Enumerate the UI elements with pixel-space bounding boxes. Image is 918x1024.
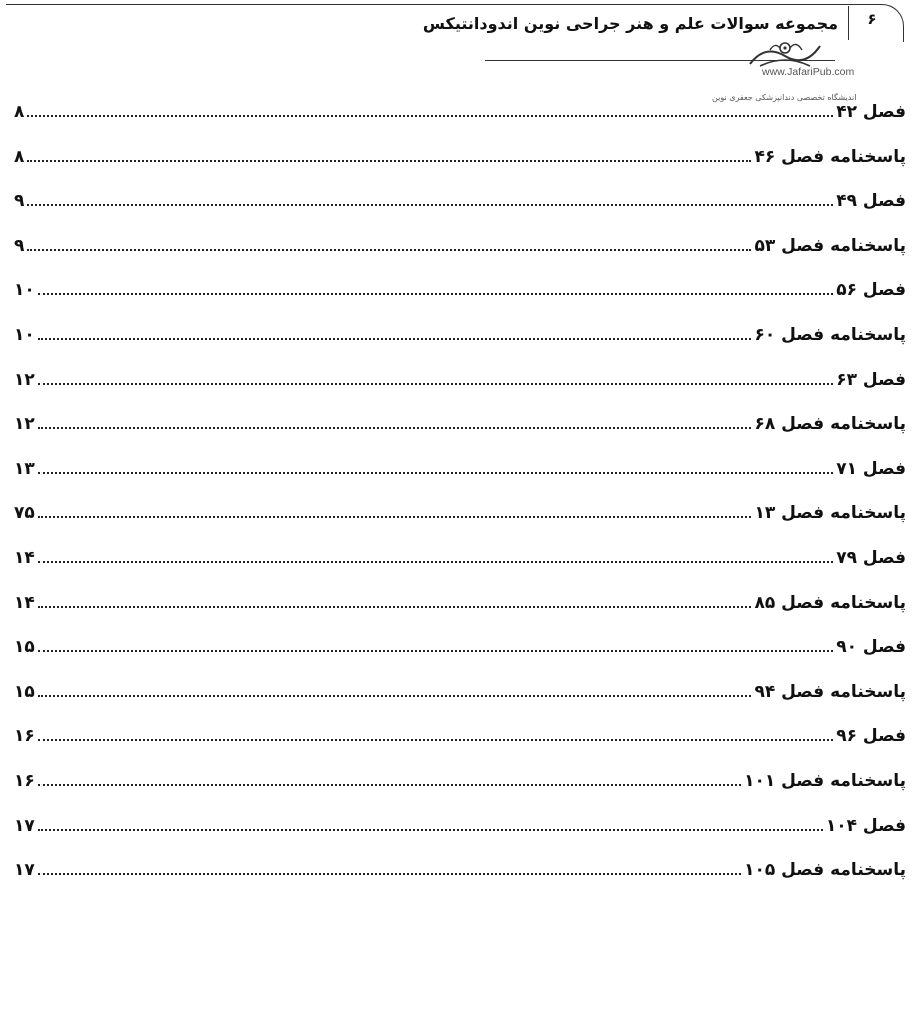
toc-entry[interactable] bbox=[0, 802, 918, 847]
table-of-contents bbox=[0, 88, 918, 891]
toc-entry-title: فصل ۶۳ bbox=[836, 369, 906, 390]
toc-entry[interactable] bbox=[0, 133, 918, 178]
toc-entry-title: پاسخنامه فصل ۱۰۱ bbox=[744, 770, 906, 791]
header-divider bbox=[848, 6, 849, 40]
toc-dot-leader bbox=[27, 204, 833, 206]
toc-entry-page: ۹ bbox=[14, 235, 25, 256]
toc-dot-leader bbox=[38, 293, 833, 295]
toc-entry-title: فصل ۱۰۴ bbox=[825, 815, 906, 836]
toc-entry[interactable] bbox=[0, 266, 918, 311]
toc-entry[interactable] bbox=[0, 222, 918, 267]
toc-entry-title: فصل ۴۲ bbox=[836, 102, 906, 122]
toc-entry-page: ۱۵ bbox=[14, 637, 35, 658]
toc-entry[interactable] bbox=[0, 534, 918, 579]
toc-entry-title: فصل ۹۰ bbox=[836, 637, 906, 658]
website-url: www.JafariPub.com bbox=[762, 66, 855, 78]
page-number: ۶ bbox=[867, 10, 877, 28]
toc-entry[interactable] bbox=[0, 400, 918, 445]
toc-dot-leader bbox=[27, 160, 751, 162]
toc-entry-page: ۱۲ bbox=[14, 414, 35, 435]
book-title: مجموعه سوالات علم و هنر جراحی نوین اندودانتیکس bbox=[422, 14, 838, 33]
toc-entry-title: پاسخنامه فصل ۸۵ bbox=[754, 592, 906, 613]
toc-entry-page: ۱۰ bbox=[14, 280, 35, 301]
toc-entry-title: فصل ۷۹ bbox=[836, 547, 906, 568]
toc-entry-page: ۷۵ bbox=[14, 503, 35, 524]
toc-entry[interactable] bbox=[0, 757, 918, 802]
toc-entry-page: ۱۰ bbox=[14, 324, 35, 345]
toc-entry-title: پاسخنامه فصل ۵۳ bbox=[754, 235, 906, 256]
toc-dot-leader bbox=[38, 873, 741, 875]
toc-entry-page: ۱۳ bbox=[14, 458, 35, 479]
toc-entry-title: پاسخنامه فصل ۱۳ bbox=[754, 503, 906, 524]
toc-entry-page: ۱۵ bbox=[14, 681, 35, 702]
toc-dot-leader bbox=[27, 249, 751, 251]
toc-entry[interactable] bbox=[0, 311, 918, 356]
toc-dot-leader bbox=[38, 472, 833, 474]
toc-entry[interactable] bbox=[0, 489, 918, 534]
toc-dot-leader bbox=[27, 115, 833, 117]
toc-entry-page: ۹ bbox=[14, 191, 25, 212]
toc-entry[interactable] bbox=[0, 445, 918, 490]
toc-dot-leader bbox=[38, 695, 752, 697]
publisher-tagline: اندیشگاه تخصصی دندانپزشکی جعفری نوین bbox=[712, 93, 857, 102]
toc-entry-page: ۱۶ bbox=[14, 726, 35, 747]
toc-entry[interactable] bbox=[0, 579, 918, 624]
toc-entry[interactable] bbox=[0, 846, 918, 891]
toc-entry-page: ۸ bbox=[14, 102, 25, 122]
toc-entry[interactable] bbox=[0, 177, 918, 222]
toc-dot-leader bbox=[38, 606, 752, 608]
toc-entry-title: فصل ۴۹ bbox=[836, 191, 906, 212]
toc-entry-title: فصل ۵۶ bbox=[836, 280, 906, 301]
toc-entry-page: ۱۷ bbox=[14, 815, 35, 836]
toc-entry-title: پاسخنامه فصل ۱۰۵ bbox=[744, 860, 906, 881]
toc-dot-leader bbox=[38, 650, 833, 652]
toc-entry[interactable] bbox=[0, 88, 918, 133]
toc-dot-leader bbox=[38, 338, 752, 340]
toc-dot-leader bbox=[38, 383, 833, 385]
toc-entry-page: ۱۲ bbox=[14, 369, 35, 390]
toc-entry-page: ۱۴ bbox=[14, 592, 35, 613]
toc-entry[interactable] bbox=[0, 712, 918, 757]
toc-dot-leader bbox=[38, 739, 833, 741]
toc-entry-page: ۱۷ bbox=[14, 860, 35, 881]
toc-dot-leader bbox=[38, 561, 833, 563]
toc-entry-page: ۱۶ bbox=[14, 770, 35, 791]
toc-entry-page: ۱۴ bbox=[14, 547, 35, 568]
toc-dot-leader bbox=[38, 516, 752, 518]
toc-entry-title: پاسخنامه فصل ۶۸ bbox=[754, 414, 906, 435]
toc-entry-title: پاسخنامه فصل ۶۰ bbox=[754, 324, 906, 345]
toc-entry[interactable] bbox=[0, 668, 918, 713]
toc-dot-leader bbox=[38, 829, 823, 831]
toc-entry-title: پاسخنامه فصل ۴۶ bbox=[754, 146, 906, 167]
toc-dot-leader bbox=[38, 427, 752, 429]
toc-entry[interactable] bbox=[0, 623, 918, 668]
toc-dot-leader bbox=[38, 784, 741, 786]
toc-entry-title: فصل ۹۶ bbox=[836, 726, 906, 747]
toc-entry-page: ۸ bbox=[14, 146, 25, 167]
toc-entry[interactable] bbox=[0, 356, 918, 401]
toc-entry-title: فصل ۷۱ bbox=[836, 458, 906, 479]
toc-entry-title: پاسخنامه فصل ۹۴ bbox=[754, 681, 906, 702]
